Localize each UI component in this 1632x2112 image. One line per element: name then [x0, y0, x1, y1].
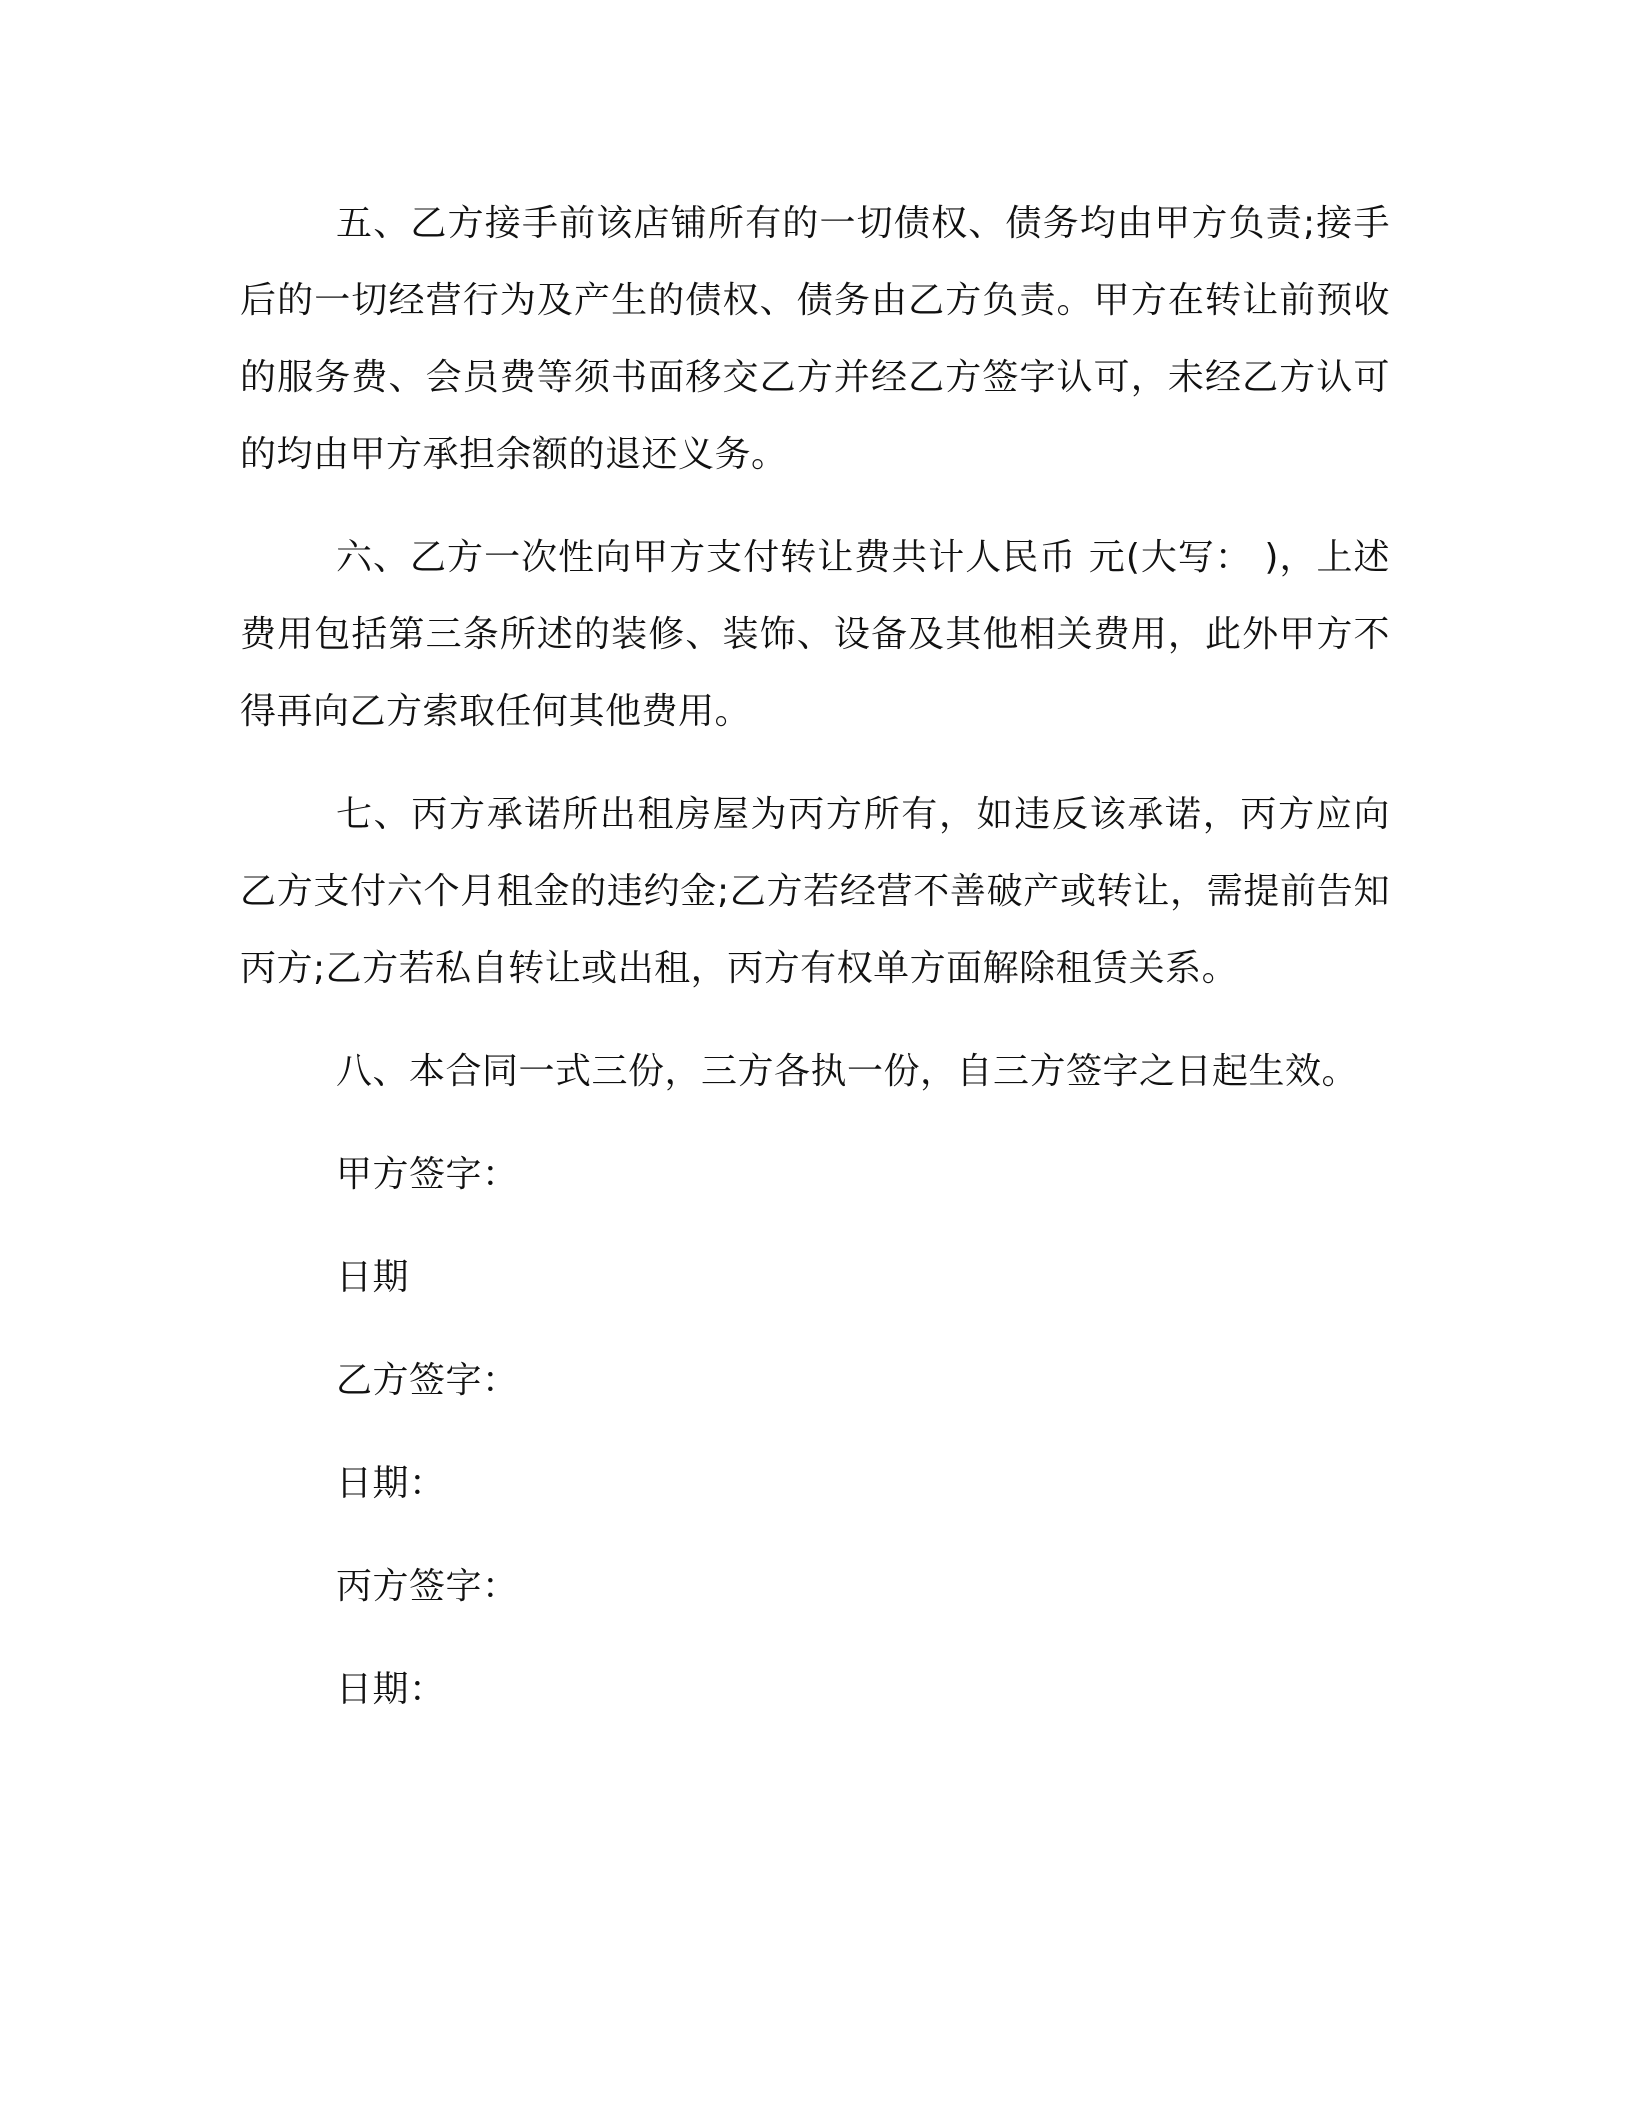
- party-b-date-label: 日期：: [336, 1463, 446, 1504]
- party-a-date-label: 日期: [336, 1257, 410, 1298]
- party-b-signature-label: 乙方签字：: [336, 1360, 519, 1401]
- party-c-date-label: 日期：: [336, 1669, 446, 1710]
- document-body: [240, 185, 1390, 1754]
- clause-six: 六、乙方一次性向甲方支付转让费共计人民币 元(大写： )，上述费用包括第三条所述的装修、装饰、设备及其他相关费用，此外甲方不得再向乙方索取任何其他费用。: [240, 537, 1390, 732]
- party-c-signature-label: 丙方签字：: [336, 1566, 519, 1607]
- party-a-signature-label: 甲方签字：: [336, 1154, 519, 1195]
- clause-seven: 七、丙方承诺所出租房屋为丙方所有，如违反该承诺，丙方应向乙方支付六个月租金的违约金;乙方若经营不善破产或转让，需提前告知丙方;乙方若私自转让或出租，丙方有权单方面解除租赁关系。: [240, 794, 1390, 989]
- clause-five: 五、乙方接手前该店铺所有的一切债权、债务均由甲方负责;接手后的一切经营行为及产生的债权、债务由乙方负责。甲方在转让前预收的服务费、会员费等须书面移交乙方并经乙方签字认可，未经乙方认可的均由甲方承担余额的退还义务。: [240, 203, 1390, 475]
- clause-eight: 八、本合同一式三份，三方各执一份，自三方签字之日起生效。: [336, 1051, 1359, 1092]
